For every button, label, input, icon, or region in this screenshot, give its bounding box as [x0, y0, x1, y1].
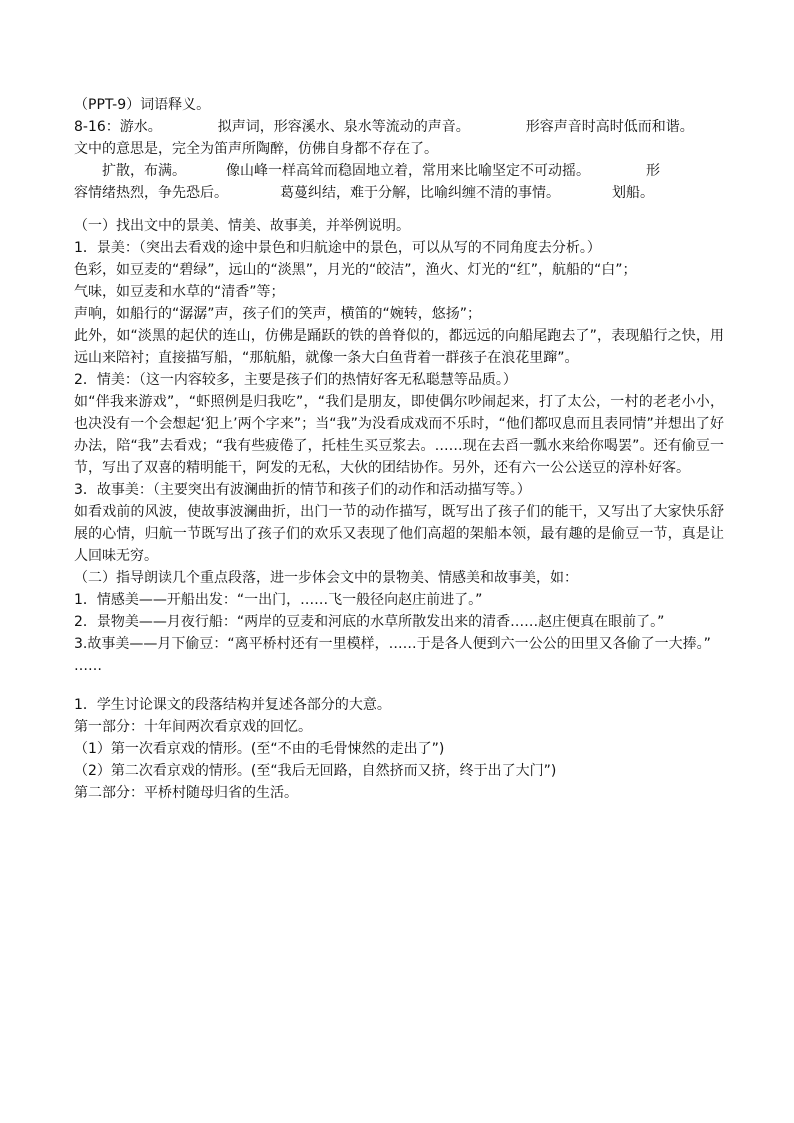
section1-emotion-body: 如“伴我来游戏”，“虾照例是归我吃”，“我们是朋友，即使偶尔吵闹起来，打了太公，一村的老老小小，也决没有一个会想起‘犯上’两个字来”；当“我”为没看成戏而不乐时，“他们都叹息而且表同情”并想出了好办法，陪“我”去看戏；“我有些疲倦了，托桂生买豆浆去。……现在去舀一瓢水来给你喝罢”。还有偷豆一节，写出了双喜的精明能干，阿发的无私，大伙的团结协作。另外，还有六一公公送豆的淳朴好客。: [74, 394, 724, 476]
section3-part-2: 第二部分：平桥村随母归省的生活。: [74, 785, 298, 801]
section2-item-2: 2．景物美——月夜行船：“两岸的豆麦和河底的水草所散发出来的清香……赵庄便真在眼前了。”: [74, 614, 665, 630]
section3-sub-1: （1）第一次看京戏的情形。(至“不由的毛骨悚然的走出了”): [74, 741, 445, 757]
vocab-item-8: 葛蔓纠结，难于分解，比喻纠缠不清的事情。: [280, 185, 560, 201]
vocab-item-3: 形容声音时高时低而和谐。: [525, 119, 694, 135]
section1-scenery-heading: 1．景美：（突出去看戏的途中景色和归航途中的景色，可以从写的不同角度去分析。）: [74, 240, 601, 256]
vocab-item-5: 像山峰一样高耸而稳固地立着，常用来比喻坚定不可动摇。: [226, 163, 590, 179]
section1-smell: 气味，如豆麦和水草的“清香”等；: [74, 284, 285, 300]
section2-title: （二）指导朗读几个重点段落，进一步体会文中的景物美、情感美和故事美，如：: [74, 570, 578, 586]
vocab-item-7: 容情绪热烈，争先恐后。: [74, 185, 228, 201]
section3-sub-2: （2）第二次看京戏的情形。(至“我后无回路，自然挤而又挤，终于出了大门”): [74, 763, 557, 779]
section3-item-1: 1．学生讨论课文的段落结构并复述各部分的大意。: [74, 697, 391, 713]
vocab-heading: （PPT-9）词语释义。: [74, 97, 211, 113]
section1-story-body: 如看戏前的风波，使故事波澜曲折，出门一节的动作描写，既写出了孩子们的能干，又写出了大家快乐舒展的心情，归航一节既写出了孩子们的欢乐又表现了他们高超的架船本领，最有趣的是偷豆一节，真是让人回味无穷。: [74, 504, 724, 564]
vocab-line-1: [74, 116, 724, 138]
vocab-line-2: 文中的意思是，完全为笛声所陶醉，仿佛自身都不存在了。: [74, 141, 438, 157]
spacer: [74, 677, 724, 694]
section2-ellipsis: ……: [74, 658, 102, 674]
spacer: [74, 204, 724, 215]
document-content: [74, 94, 724, 804]
section1-title: （一）找出文中的景美、情美、故事美，并举例说明。: [74, 218, 410, 234]
section1-sound: 声响，如船行的“潺潺”声，孩子们的笑声，横笛的“婉转，悠扬”；: [74, 306, 482, 322]
section3-part-1: 第一部分：十年间两次看京戏的回忆。: [74, 719, 312, 735]
section1-story-heading: 3．故事美：（主要突出有波澜曲折的情节和孩子们的动作和活动描写等。）: [74, 482, 531, 498]
vocab-item-4: 扩散，布满。: [102, 163, 186, 179]
vocab-item-9: 划船。: [612, 185, 654, 201]
section2-item-1: 1．情感美——开船出发：“一出门，……飞一般径向赵庄前进了。”: [74, 592, 483, 608]
vocab-line-3: [74, 160, 724, 182]
vocab-item-6: 形: [646, 163, 660, 179]
vocab-item-2: 拟声词，形容溪水、泉水等流动的声音。: [217, 119, 470, 135]
section1-color: 色彩，如豆麦的“碧绿”，远山的“淡黑”，月光的“皎洁”，渔火、灯光的“红”，航船的“白”；: [74, 262, 637, 278]
section1-other: 此外，如“淡黑的起伏的连山，仿佛是踊跃的铁的兽脊似的，都远远的向船尾跑去了”，表现船行之快，用远山来陪衬；直接描写船，“那航船，就像一条大白鱼背着一群孩子在浪花里蹿”。: [74, 328, 724, 366]
section1-emotion-heading: 2．情美：（这一内容较多，主要是孩子们的热情好客无私聪慧等品质。）: [74, 372, 517, 388]
vocab-item-1: 8-16：游水。: [74, 119, 162, 135]
section2-item-3: 3.故事美——月下偷豆：“离平桥村还有一里模样，……于是各人便到六一公公的田里又各偷了一大捧。”: [74, 636, 711, 652]
vocab-line-4: [74, 182, 724, 204]
